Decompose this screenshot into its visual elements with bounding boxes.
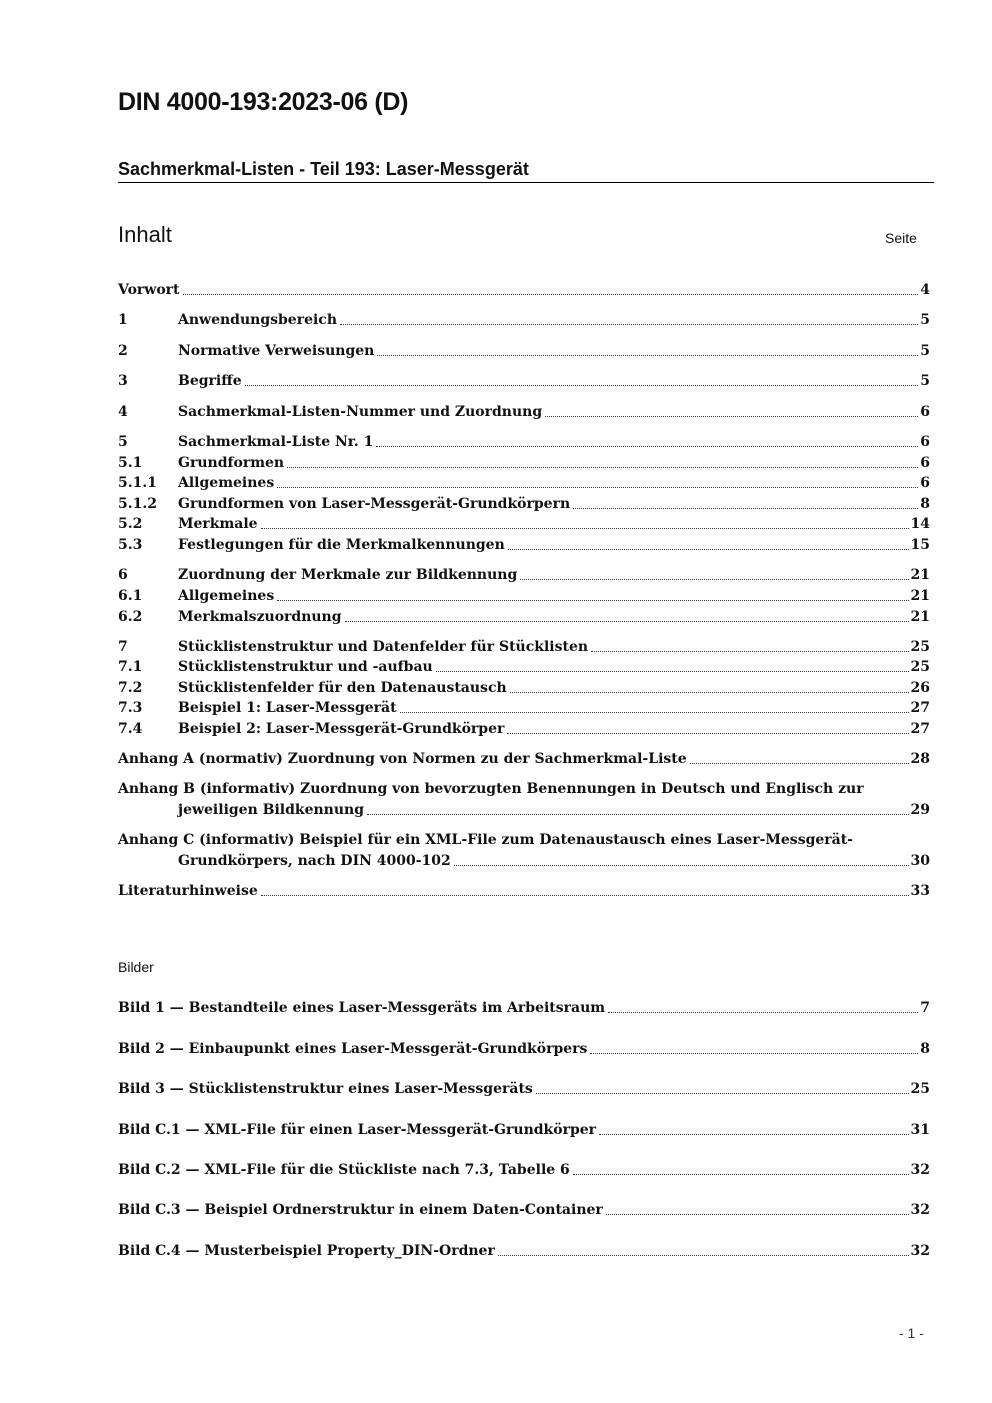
toc-entry-title: Zuordnung der Merkmale zur Bildkennung <box>178 567 518 583</box>
toc-entry-page: 25 <box>910 639 930 655</box>
toc-entry-title: Sachmerkmal-Liste Nr. 1 <box>178 434 374 450</box>
toc-entry-number: 5.1 <box>118 455 143 471</box>
toc-entry-page: 28 <box>910 751 930 767</box>
toc-entry-page: 5 <box>920 312 930 328</box>
leader-dots <box>508 549 909 550</box>
toc-entry-title: Anwendungsbereich <box>178 312 337 328</box>
toc-entry[interactable] <box>178 851 930 871</box>
toc-entry[interactable] <box>118 453 930 473</box>
leader-dots <box>183 294 919 295</box>
figure-entry-page: 31 <box>910 1122 930 1138</box>
toc-entry-number: 3 <box>118 373 128 389</box>
figure-entry-title: Bild C.3 — Beispiel Ordnerstruktur in einem Daten-Container <box>118 1202 603 1218</box>
figure-entry-page: 8 <box>920 1041 930 1057</box>
leader-dots <box>520 579 908 580</box>
figures-heading: Bilder <box>118 959 154 975</box>
toc-entry-title: Allgemeines <box>178 475 275 491</box>
toc-entry-page: 6 <box>920 434 930 450</box>
toc-entry-page: 4 <box>920 282 930 298</box>
figure-entry[interactable] <box>118 1039 930 1059</box>
leader-dots <box>367 814 909 815</box>
leader-dots <box>377 355 918 356</box>
leader-dots <box>498 1255 909 1256</box>
figure-entry-page: 32 <box>910 1243 930 1259</box>
toc-entry[interactable] <box>118 657 930 677</box>
toc-entry-number: 5.2 <box>118 516 143 532</box>
toc-entry[interactable] <box>118 514 930 534</box>
toc-entry-title: Stücklistenstruktur und Datenfelder für Stücklisten <box>178 639 589 655</box>
toc-entry-title[interactable]: Anhang B (informativ) Zuordnung von bevorzugten Benennungen in Deutsch und Englisch zur <box>118 781 864 797</box>
leader-dots <box>287 467 918 468</box>
toc-entry-number: 2 <box>118 343 128 359</box>
leader-dots <box>606 1214 909 1215</box>
toc-entry-page: 14 <box>910 516 930 532</box>
toc-entry-number: 6.2 <box>118 609 143 625</box>
toc-entry-page: 6 <box>920 455 930 471</box>
toc-entry-number: 5.3 <box>118 537 143 553</box>
toc-entry-number: 1 <box>118 312 128 328</box>
toc-entry-number: 7.1 <box>118 659 143 675</box>
leader-dots <box>573 1174 909 1175</box>
toc-entry-title: Begriffe <box>178 373 242 389</box>
toc-entry[interactable] <box>118 678 930 698</box>
toc-entry[interactable] <box>118 280 930 300</box>
toc-entry[interactable] <box>118 341 930 361</box>
toc-entry[interactable] <box>118 607 930 627</box>
leader-dots <box>277 600 908 601</box>
toc-entry-number: 7.2 <box>118 680 143 696</box>
toc-entry-title: Sachmerkmal-Listen-Nummer und Zuordnung <box>178 404 543 420</box>
leader-dots <box>690 763 909 764</box>
figure-entry-title: Bild C.4 — Musterbeispiel Property_DIN-Ordner <box>118 1243 495 1259</box>
toc-entry-number: 7.3 <box>118 700 143 716</box>
toc-entry-title: Anhang A (normativ) Zuordnung von Normen zu der Sachmerkmal-Liste <box>118 751 687 767</box>
toc-entry-title: Grundformen von Laser-Messgerät-Grundkörpern <box>178 496 571 512</box>
figure-entry[interactable] <box>118 1241 930 1261</box>
toc-entry-title: Stücklistenfelder für den Datenaustausch <box>178 680 507 696</box>
toc-entry-page: 26 <box>910 680 930 696</box>
toc-entry[interactable] <box>178 800 930 820</box>
figure-entry-title: Bild C.2 — XML-File für die Stückliste nach 7.3, Tabelle 6 <box>118 1162 570 1178</box>
toc-entry-number: 5.1.2 <box>118 496 157 512</box>
figure-entry-title: Bild 1 — Bestandteile eines Laser-Messgeräts im Arbeitsraum <box>118 1000 606 1016</box>
toc-entry-title-continued: jeweiligen Bildkennung <box>178 802 365 818</box>
toc-entry-number: 5 <box>118 434 128 450</box>
figure-entry[interactable] <box>118 1160 930 1180</box>
leader-dots <box>599 1134 908 1135</box>
toc-entry[interactable] <box>118 402 930 422</box>
toc-entry[interactable] <box>118 749 930 769</box>
header-rule <box>118 182 934 183</box>
toc-entry[interactable] <box>118 881 930 901</box>
page-number: - 1 - <box>899 1325 924 1341</box>
figure-entry-page: 32 <box>910 1202 930 1218</box>
figure-entry-page: 32 <box>910 1162 930 1178</box>
toc-entry-page: 27 <box>910 721 930 737</box>
figure-entry[interactable] <box>118 998 930 1018</box>
toc-entry-number: 6 <box>118 567 128 583</box>
toc-entry-page: 6 <box>920 475 930 491</box>
toc-entry[interactable] <box>118 473 930 493</box>
figure-entry[interactable] <box>118 1120 930 1140</box>
toc-entry[interactable] <box>118 494 930 514</box>
toc-entry-title: Stücklistenstruktur und -aufbau <box>178 659 433 675</box>
toc-entry-title: Allgemeines <box>178 588 275 604</box>
toc-entry-title: Grundformen <box>178 455 285 471</box>
leader-dots <box>590 1053 918 1054</box>
toc-entry-number: 5.1.1 <box>118 475 157 491</box>
toc-entry[interactable] <box>118 565 930 585</box>
figure-entry-page: 25 <box>910 1081 930 1097</box>
toc-entry-number: 7.4 <box>118 721 143 737</box>
toc-entry-title: Vorwort <box>118 282 180 298</box>
toc-entry-page: 21 <box>910 609 930 625</box>
leader-dots <box>261 895 909 896</box>
leader-dots <box>536 1093 909 1094</box>
leader-dots <box>340 324 918 325</box>
toc-entry-number: 4 <box>118 404 128 420</box>
toc-entry-page: 29 <box>910 802 930 818</box>
leader-dots <box>608 1012 918 1013</box>
leader-dots <box>245 385 919 386</box>
toc-entry-page: 5 <box>920 373 930 389</box>
leader-dots <box>436 671 909 672</box>
toc-entry-page: 6 <box>920 404 930 420</box>
toc-entry-page: 5 <box>920 343 930 359</box>
leader-dots <box>545 416 918 417</box>
toc-entry-title: Beispiel 2: Laser-Messgerät-Grundkörper <box>178 721 505 737</box>
figure-entry[interactable] <box>118 1200 930 1220</box>
toc-entry[interactable] <box>118 637 930 657</box>
leader-dots <box>261 528 909 529</box>
toc-entry[interactable] <box>118 535 930 555</box>
toc-entry[interactable] <box>118 310 930 330</box>
toc-entry-page: 33 <box>910 883 930 899</box>
toc-entry-page: 21 <box>910 567 930 583</box>
leader-dots <box>507 733 908 734</box>
figure-entry-title: Bild C.1 — XML-File für einen Laser-Messgerät-Grundkörper <box>118 1122 597 1138</box>
toc-entry-page: 25 <box>910 659 930 675</box>
page-column-label: Seite <box>885 230 917 246</box>
toc-entry-title: Normative Verweisungen <box>178 343 375 359</box>
toc-entry[interactable] <box>118 432 930 452</box>
leader-dots <box>345 621 909 622</box>
leader-dots <box>510 692 909 693</box>
leader-dots <box>376 446 918 447</box>
toc-entry-title: Beispiel 1: Laser-Messgerät <box>178 700 397 716</box>
toc-entry[interactable] <box>118 371 930 391</box>
toc-entry-title-continued: Grundkörpers, nach DIN 4000-102 <box>178 853 451 869</box>
figure-entry[interactable] <box>118 1079 930 1099</box>
document-subtitle: Sachmerkmal-Listen - Teil 193: Laser-Messgerät <box>118 159 529 179</box>
toc-entry-page: 27 <box>910 700 930 716</box>
leader-dots <box>400 712 909 713</box>
toc-entry-number: 7 <box>118 639 128 655</box>
toc-entry-page: 15 <box>910 537 930 553</box>
toc-entry-page: 21 <box>910 588 930 604</box>
figure-entry-page: 7 <box>920 1000 930 1016</box>
leader-dots <box>277 487 918 488</box>
toc-heading: Inhalt <box>118 222 172 247</box>
toc-entry[interactable] <box>118 698 930 718</box>
toc-entry-page: 30 <box>910 853 930 869</box>
toc-entry-title: Merkmalszuordnung <box>178 609 342 625</box>
figure-entry-title: Bild 3 — Stücklistenstruktur eines Laser-Messgeräts <box>118 1081 533 1097</box>
document-title: DIN 4000-193:2023-06 (D) <box>118 88 409 116</box>
toc-entry-title[interactable]: Anhang C (informativ) Beispiel für ein XML-File zum Datenaustausch eines Laser-Messgerät- <box>118 832 853 848</box>
leader-dots <box>573 508 918 509</box>
toc-entry[interactable] <box>118 586 930 606</box>
leader-dots <box>591 651 908 652</box>
toc-entry-page: 8 <box>920 496 930 512</box>
toc-entry-title: Merkmale <box>178 516 258 532</box>
toc-entry[interactable] <box>118 719 930 739</box>
toc-entry-title: Literaturhinweise <box>118 883 258 899</box>
toc-entry-title: Festlegungen für die Merkmalkennungen <box>178 537 505 553</box>
figure-entry-title: Bild 2 — Einbaupunkt eines Laser-Messgerät-Grundkörpers <box>118 1041 588 1057</box>
toc-entry-number: 6.1 <box>118 588 143 604</box>
leader-dots <box>454 865 909 866</box>
